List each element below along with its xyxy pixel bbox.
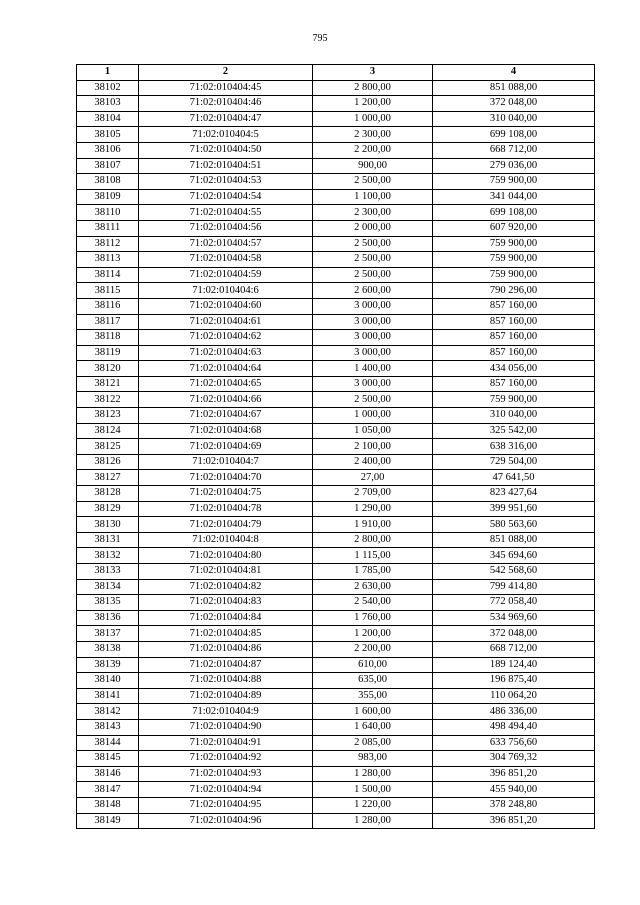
table-row <box>77 80 595 96</box>
cadastral-number-cell: 71:02:010404:60 <box>139 298 313 314</box>
cadastral-number-cell: 71:02:010404:93 <box>139 766 313 782</box>
value-cell: 823 427,64 <box>433 486 595 502</box>
row-number-cell: 38103 <box>77 96 139 112</box>
area-cell: 2 600,00 <box>313 283 433 299</box>
area-cell: 2 800,00 <box>313 532 433 548</box>
cadastral-number-cell: 71:02:010404:90 <box>139 719 313 735</box>
area-cell: 1 280,00 <box>313 766 433 782</box>
area-cell: 1 280,00 <box>313 813 433 829</box>
row-number-cell: 38141 <box>77 688 139 704</box>
table-row <box>77 704 595 720</box>
table-row <box>77 408 595 424</box>
area-cell: 3 000,00 <box>313 298 433 314</box>
value-cell: 110 064,20 <box>433 688 595 704</box>
value-cell: 790 296,00 <box>433 283 595 299</box>
value-cell: 580 563,60 <box>433 517 595 533</box>
area-cell: 1 050,00 <box>313 423 433 439</box>
value-cell: 534 969,60 <box>433 610 595 626</box>
area-cell: 1 400,00 <box>313 361 433 377</box>
table-row <box>77 782 595 798</box>
cadastral-number-cell: 71:02:010404:56 <box>139 220 313 236</box>
table-row <box>77 127 595 143</box>
row-number-cell: 38122 <box>77 392 139 408</box>
value-cell: 189 124,40 <box>433 657 595 673</box>
area-cell: 355,00 <box>313 688 433 704</box>
row-number-cell: 38118 <box>77 330 139 346</box>
cadastral-number-cell: 71:02:010404:59 <box>139 267 313 283</box>
value-cell: 729 504,00 <box>433 454 595 470</box>
cadastral-number-cell: 71:02:010404:79 <box>139 517 313 533</box>
cadastral-number-cell: 71:02:010404:46 <box>139 96 313 112</box>
row-number-cell: 38113 <box>77 252 139 268</box>
column-header: 2 <box>139 65 313 81</box>
area-cell: 2 200,00 <box>313 142 433 158</box>
row-number-cell: 38106 <box>77 142 139 158</box>
area-cell: 3 000,00 <box>313 345 433 361</box>
table-row <box>77 314 595 330</box>
row-number-cell: 38116 <box>77 298 139 314</box>
row-number-cell: 38119 <box>77 345 139 361</box>
row-number-cell: 38120 <box>77 361 139 377</box>
cadastral-number-cell: 71:02:010404:89 <box>139 688 313 704</box>
table-row <box>77 641 595 657</box>
value-cell: 699 108,00 <box>433 205 595 221</box>
table-row <box>77 735 595 751</box>
value-cell: 310 040,00 <box>433 111 595 127</box>
value-cell: 372 048,00 <box>433 626 595 642</box>
table-body <box>77 80 595 829</box>
cadastral-number-cell: 71:02:010404:85 <box>139 626 313 642</box>
table-row <box>77 610 595 626</box>
area-cell: 2 540,00 <box>313 595 433 611</box>
cadastral-number-cell: 71:02:010404:88 <box>139 673 313 689</box>
value-cell: 668 712,00 <box>433 641 595 657</box>
cadastral-number-cell: 71:02:010404:94 <box>139 782 313 798</box>
cadastral-number-cell: 71:02:010404:81 <box>139 564 313 580</box>
area-cell: 1 910,00 <box>313 517 433 533</box>
cadastral-number-cell: 71:02:010404:57 <box>139 236 313 252</box>
value-cell: 486 336,00 <box>433 704 595 720</box>
row-number-cell: 38112 <box>77 236 139 252</box>
table-row <box>77 501 595 517</box>
row-number-cell: 38104 <box>77 111 139 127</box>
row-number-cell: 38110 <box>77 205 139 221</box>
table-row <box>77 548 595 564</box>
table-row <box>77 595 595 611</box>
area-cell: 27,00 <box>313 470 433 486</box>
cadastral-number-cell: 71:02:010404:83 <box>139 595 313 611</box>
page-number: 795 <box>312 33 328 44</box>
cadastral-number-cell: 71:02:010404:82 <box>139 579 313 595</box>
cadastral-number-cell: 71:02:010404:65 <box>139 376 313 392</box>
value-cell: 772 058,40 <box>433 595 595 611</box>
table-row <box>77 220 595 236</box>
table-row <box>77 96 595 112</box>
table-row <box>77 205 595 221</box>
value-cell: 434 056,00 <box>433 361 595 377</box>
table-row <box>77 797 595 813</box>
area-cell: 1 785,00 <box>313 564 433 580</box>
cadastral-number-cell: 71:02:010404:66 <box>139 392 313 408</box>
area-cell: 1 640,00 <box>313 719 433 735</box>
row-number-cell: 38128 <box>77 486 139 502</box>
table-row <box>77 252 595 268</box>
table-row <box>77 298 595 314</box>
table-row <box>77 376 595 392</box>
cadastral-number-cell: 71:02:010404:58 <box>139 252 313 268</box>
area-cell: 1 200,00 <box>313 626 433 642</box>
area-cell: 2 500,00 <box>313 174 433 190</box>
row-number-cell: 38111 <box>77 220 139 236</box>
row-number-cell: 38125 <box>77 439 139 455</box>
value-cell: 699 108,00 <box>433 127 595 143</box>
cadastral-number-cell: 71:02:010404:75 <box>139 486 313 502</box>
area-cell: 2 500,00 <box>313 236 433 252</box>
value-cell: 542 568,60 <box>433 564 595 580</box>
table-row <box>77 454 595 470</box>
table-row <box>77 158 595 174</box>
area-cell: 1 220,00 <box>313 797 433 813</box>
value-cell: 396 851,20 <box>433 813 595 829</box>
area-cell: 3 000,00 <box>313 376 433 392</box>
table-row <box>77 470 595 486</box>
row-number-cell: 38135 <box>77 595 139 611</box>
table-row <box>77 719 595 735</box>
row-number-cell: 38117 <box>77 314 139 330</box>
row-number-cell: 38133 <box>77 564 139 580</box>
table-row <box>77 517 595 533</box>
table-row <box>77 330 595 346</box>
table-row <box>77 174 595 190</box>
value-cell: 851 088,00 <box>433 532 595 548</box>
header-row <box>77 65 595 81</box>
area-cell: 2 100,00 <box>313 439 433 455</box>
value-cell: 668 712,00 <box>433 142 595 158</box>
row-number-cell: 38129 <box>77 501 139 517</box>
value-cell: 498 494,40 <box>433 719 595 735</box>
cadastral-number-cell: 71:02:010404:67 <box>139 408 313 424</box>
area-cell: 1 000,00 <box>313 111 433 127</box>
value-cell: 759 900,00 <box>433 252 595 268</box>
cadastral-number-cell: 71:02:010404:54 <box>139 189 313 205</box>
row-number-cell: 38131 <box>77 532 139 548</box>
row-number-cell: 38109 <box>77 189 139 205</box>
row-number-cell: 38115 <box>77 283 139 299</box>
table-row <box>77 486 595 502</box>
table-row <box>77 439 595 455</box>
value-cell: 857 160,00 <box>433 345 595 361</box>
area-cell: 2 200,00 <box>313 641 433 657</box>
area-cell: 2 500,00 <box>313 392 433 408</box>
area-cell: 1 000,00 <box>313 408 433 424</box>
cadastral-number-cell: 71:02:010404:61 <box>139 314 313 330</box>
table-row <box>77 423 595 439</box>
value-cell: 325 542,00 <box>433 423 595 439</box>
row-number-cell: 38132 <box>77 548 139 564</box>
row-number-cell: 38145 <box>77 751 139 767</box>
row-number-cell: 38102 <box>77 80 139 96</box>
cadastral-number-cell: 71:02:010404:47 <box>139 111 313 127</box>
row-number-cell: 38121 <box>77 376 139 392</box>
cadastral-number-cell: 71:02:010404:78 <box>139 501 313 517</box>
cadastral-number-cell: 71:02:010404:7 <box>139 454 313 470</box>
value-cell: 857 160,00 <box>433 330 595 346</box>
value-cell: 279 036,00 <box>433 158 595 174</box>
area-cell: 983,00 <box>313 751 433 767</box>
value-cell: 196 875,40 <box>433 673 595 689</box>
cadastral-number-cell: 71:02:010404:62 <box>139 330 313 346</box>
area-cell: 635,00 <box>313 673 433 689</box>
area-cell: 2 630,00 <box>313 579 433 595</box>
area-cell: 1 600,00 <box>313 704 433 720</box>
row-number-cell: 38138 <box>77 641 139 657</box>
row-number-cell: 38127 <box>77 470 139 486</box>
area-cell: 2 300,00 <box>313 127 433 143</box>
value-cell: 857 160,00 <box>433 376 595 392</box>
cadastral-number-cell: 71:02:010404:63 <box>139 345 313 361</box>
area-cell: 1 290,00 <box>313 501 433 517</box>
value-cell: 345 694,60 <box>433 548 595 564</box>
row-number-cell: 38144 <box>77 735 139 751</box>
row-number-cell: 38126 <box>77 454 139 470</box>
cadastral-number-cell: 71:02:010404:84 <box>139 610 313 626</box>
value-cell: 799 414,80 <box>433 579 595 595</box>
row-number-cell: 38130 <box>77 517 139 533</box>
row-number-cell: 38105 <box>77 127 139 143</box>
column-header: 1 <box>77 65 139 81</box>
area-cell: 2 400,00 <box>313 454 433 470</box>
value-cell: 399 951,60 <box>433 501 595 517</box>
cadastral-number-cell: 71:02:010404:5 <box>139 127 313 143</box>
cadastral-number-cell: 71:02:010404:53 <box>139 174 313 190</box>
cadastral-number-cell: 71:02:010404:64 <box>139 361 313 377</box>
area-cell: 1 100,00 <box>313 189 433 205</box>
data-table <box>76 64 595 829</box>
cadastral-number-cell: 71:02:010404:87 <box>139 657 313 673</box>
cadastral-number-cell: 71:02:010404:55 <box>139 205 313 221</box>
value-cell: 851 088,00 <box>433 80 595 96</box>
table-row <box>77 189 595 205</box>
row-number-cell: 38149 <box>77 813 139 829</box>
cadastral-number-cell: 71:02:010404:95 <box>139 797 313 813</box>
table-row <box>77 813 595 829</box>
table-row <box>77 236 595 252</box>
table-row <box>77 657 595 673</box>
cadastral-number-cell: 71:02:010404:70 <box>139 470 313 486</box>
area-cell: 2 500,00 <box>313 252 433 268</box>
row-number-cell: 38107 <box>77 158 139 174</box>
value-cell: 341 044,00 <box>433 189 595 205</box>
row-number-cell: 38139 <box>77 657 139 673</box>
cadastral-number-cell: 71:02:010404:50 <box>139 142 313 158</box>
area-cell: 2 709,00 <box>313 486 433 502</box>
value-cell: 47 641,50 <box>433 470 595 486</box>
table-row <box>77 111 595 127</box>
area-cell: 2 800,00 <box>313 80 433 96</box>
row-number-cell: 38114 <box>77 267 139 283</box>
table-row <box>77 564 595 580</box>
table-row <box>77 532 595 548</box>
area-cell: 1 115,00 <box>313 548 433 564</box>
cadastral-number-cell: 71:02:010404:80 <box>139 548 313 564</box>
table-row <box>77 751 595 767</box>
area-cell: 3 000,00 <box>313 330 433 346</box>
row-number-cell: 38142 <box>77 704 139 720</box>
area-cell: 2 500,00 <box>313 267 433 283</box>
area-cell: 1 760,00 <box>313 610 433 626</box>
cadastral-number-cell: 71:02:010404:86 <box>139 641 313 657</box>
table-row <box>77 688 595 704</box>
value-cell: 759 900,00 <box>433 267 595 283</box>
cadastral-number-cell: 71:02:010404:91 <box>139 735 313 751</box>
cadastral-number-cell: 71:02:010404:92 <box>139 751 313 767</box>
value-cell: 759 900,00 <box>433 392 595 408</box>
area-cell: 2 085,00 <box>313 735 433 751</box>
area-cell: 2 300,00 <box>313 205 433 221</box>
table-row <box>77 766 595 782</box>
row-number-cell: 38147 <box>77 782 139 798</box>
value-cell: 857 160,00 <box>433 298 595 314</box>
area-cell: 900,00 <box>313 158 433 174</box>
value-cell: 759 900,00 <box>433 174 595 190</box>
cadastral-number-cell: 71:02:010404:9 <box>139 704 313 720</box>
value-cell: 857 160,00 <box>433 314 595 330</box>
table-row <box>77 361 595 377</box>
area-cell: 2 000,00 <box>313 220 433 236</box>
value-cell: 759 900,00 <box>433 236 595 252</box>
value-cell: 638 316,00 <box>433 439 595 455</box>
value-cell: 372 048,00 <box>433 96 595 112</box>
cadastral-number-cell: 71:02:010404:68 <box>139 423 313 439</box>
table-row <box>77 392 595 408</box>
cadastral-number-cell: 71:02:010404:8 <box>139 532 313 548</box>
table-row <box>77 283 595 299</box>
row-number-cell: 38108 <box>77 174 139 190</box>
row-number-cell: 38148 <box>77 797 139 813</box>
table-row <box>77 142 595 158</box>
row-number-cell: 38146 <box>77 766 139 782</box>
table-row <box>77 345 595 361</box>
cadastral-number-cell: 71:02:010404:96 <box>139 813 313 829</box>
area-cell: 1 500,00 <box>313 782 433 798</box>
cadastral-number-cell: 71:02:010404:69 <box>139 439 313 455</box>
cadastral-number-cell: 71:02:010404:6 <box>139 283 313 299</box>
table-row <box>77 267 595 283</box>
area-cell: 1 200,00 <box>313 96 433 112</box>
row-number-cell: 38140 <box>77 673 139 689</box>
row-number-cell: 38123 <box>77 408 139 424</box>
table-row <box>77 626 595 642</box>
table-row <box>77 579 595 595</box>
value-cell: 304 769,32 <box>433 751 595 767</box>
column-header: 4 <box>433 65 595 81</box>
row-number-cell: 38134 <box>77 579 139 595</box>
value-cell: 396 851,20 <box>433 766 595 782</box>
row-number-cell: 38137 <box>77 626 139 642</box>
value-cell: 633 756,60 <box>433 735 595 751</box>
area-cell: 610,00 <box>313 657 433 673</box>
area-cell: 3 000,00 <box>313 314 433 330</box>
value-cell: 607 920,00 <box>433 220 595 236</box>
value-cell: 378 248,80 <box>433 797 595 813</box>
table-row <box>77 673 595 689</box>
cadastral-number-cell: 71:02:010404:45 <box>139 80 313 96</box>
cadastral-number-cell: 71:02:010404:51 <box>139 158 313 174</box>
row-number-cell: 38124 <box>77 423 139 439</box>
value-cell: 310 040,00 <box>433 408 595 424</box>
row-number-cell: 38136 <box>77 610 139 626</box>
column-header: 3 <box>313 65 433 81</box>
row-number-cell: 38143 <box>77 719 139 735</box>
value-cell: 455 940,00 <box>433 782 595 798</box>
